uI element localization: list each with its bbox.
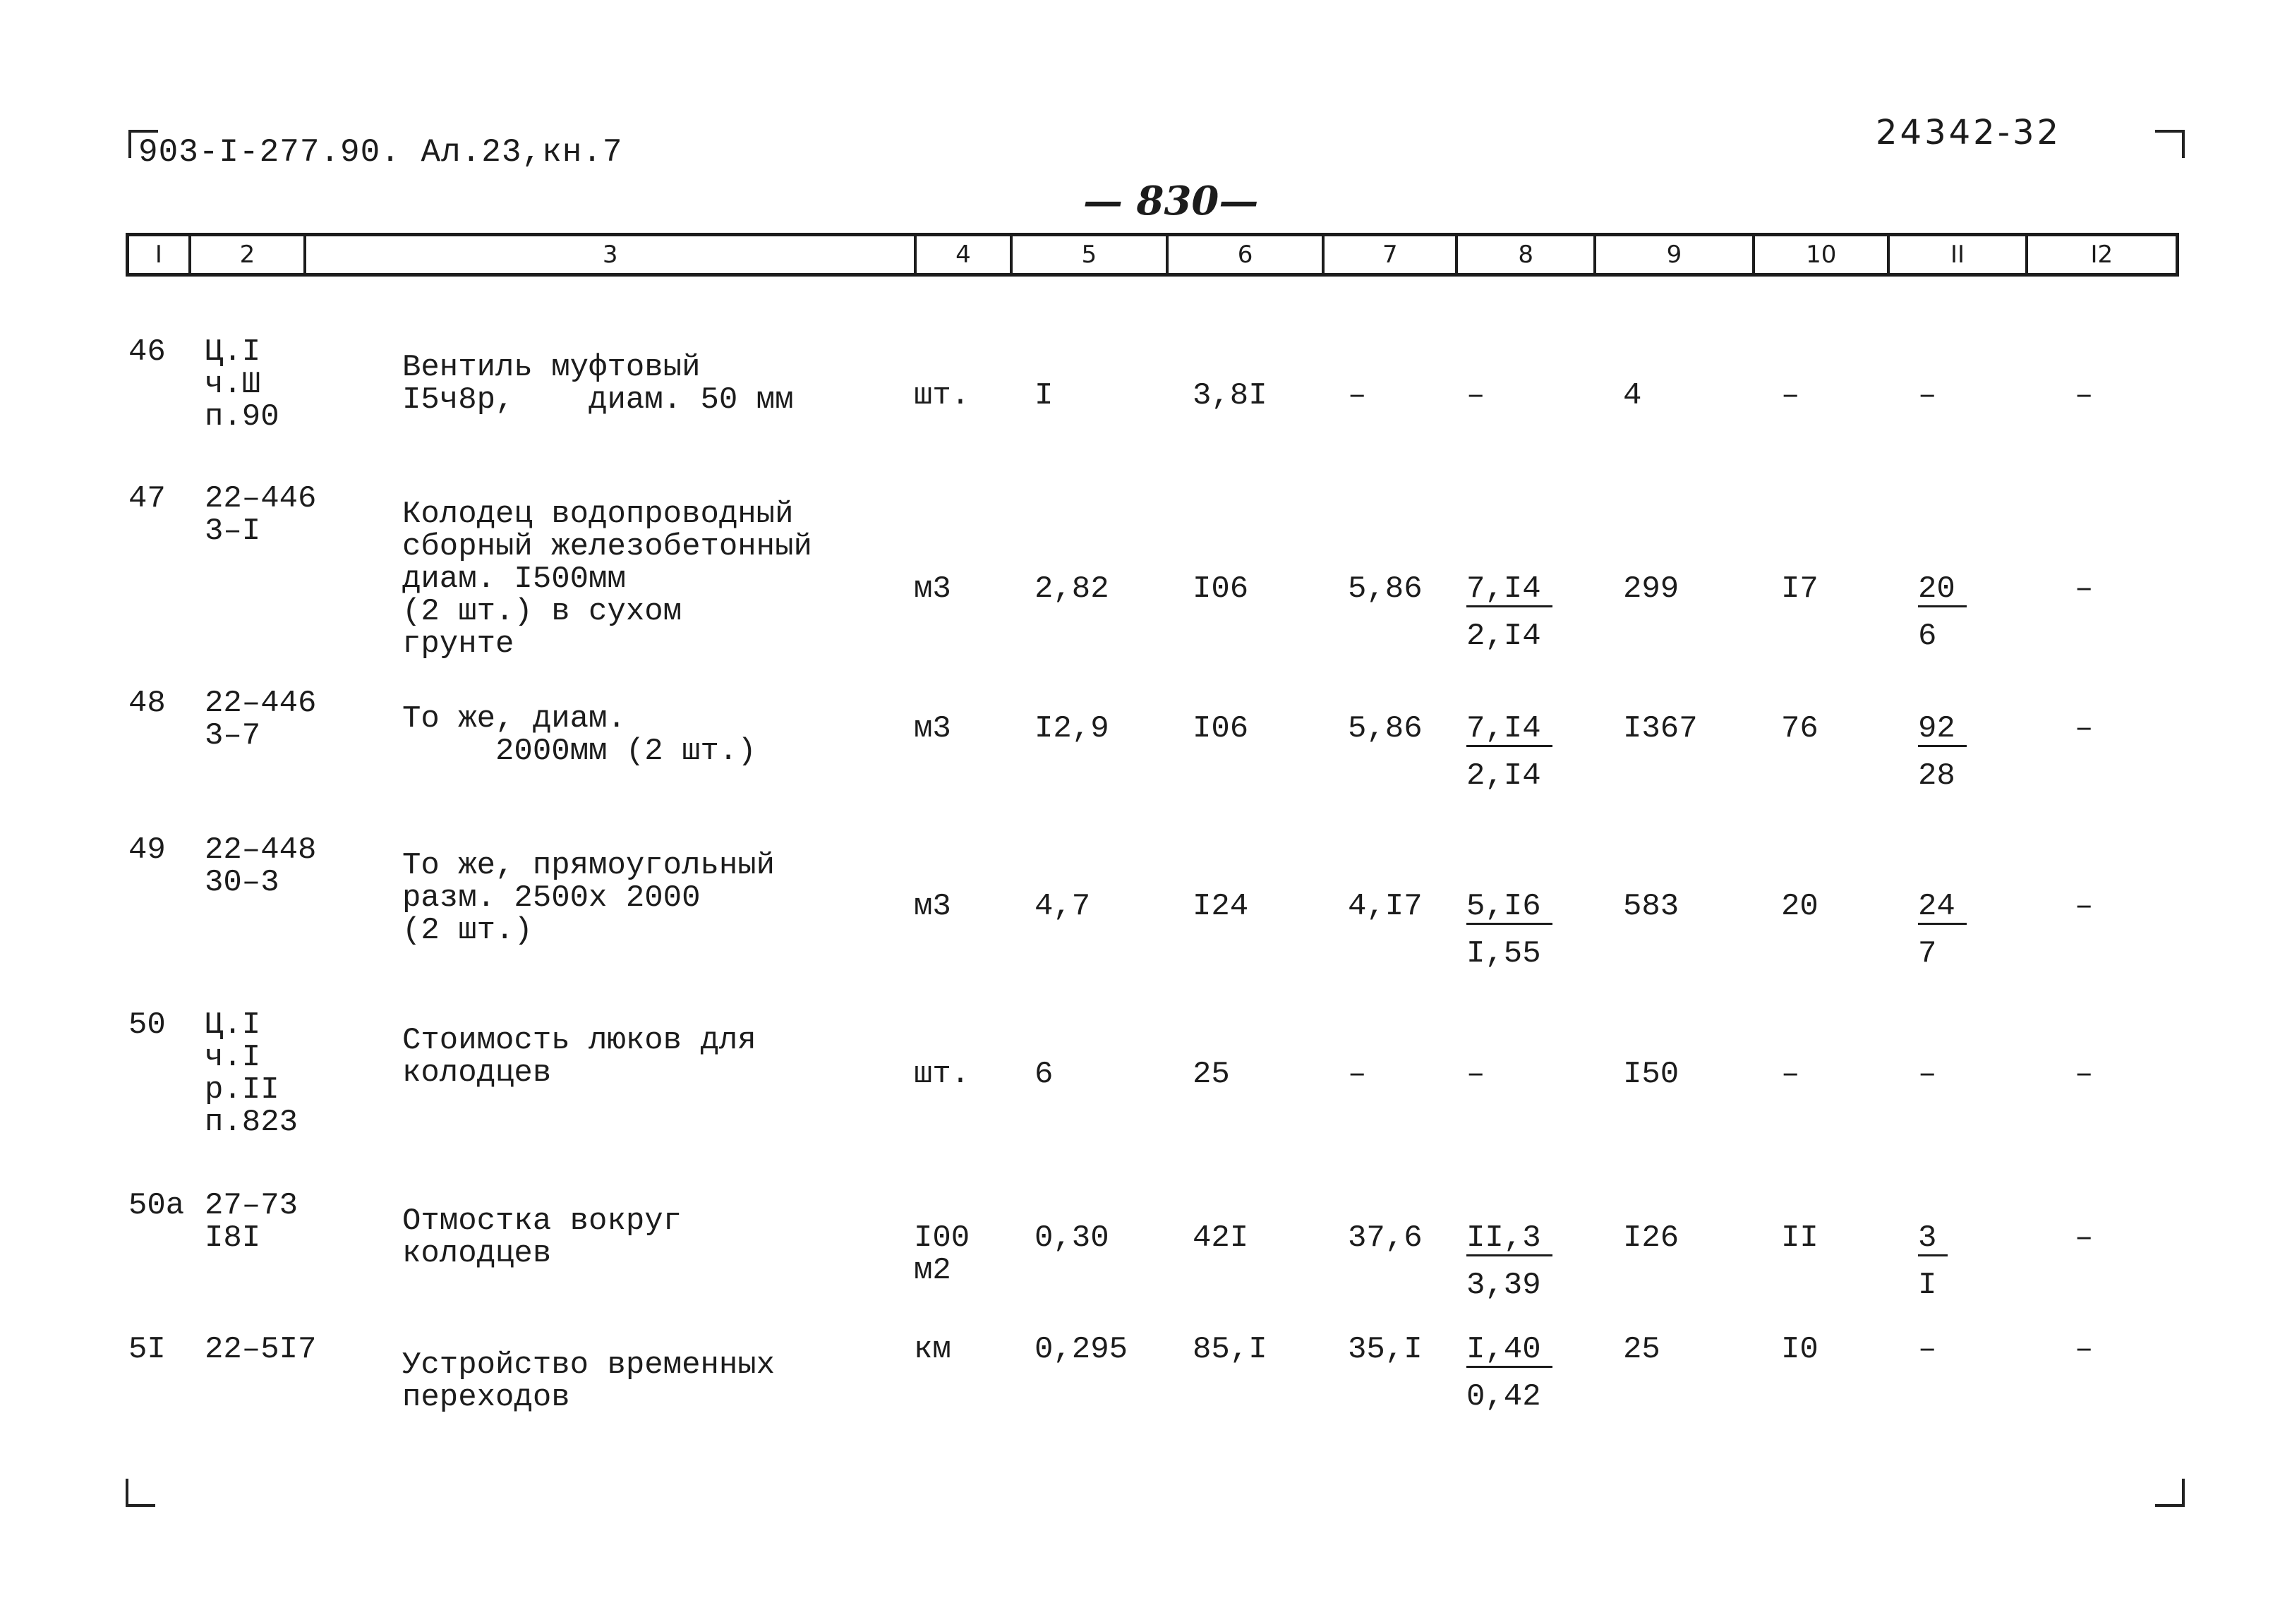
row-col11-bottom: I	[1918, 1268, 1937, 1303]
row-col11-top: –	[1918, 1332, 1937, 1367]
row-col7: 5,86	[1348, 571, 1423, 607]
row-col12: –	[2075, 889, 2094, 924]
row-unit: шт.	[914, 1057, 970, 1092]
column-header-9: 9	[1596, 236, 1755, 273]
row-description: Устройство временных переходов	[402, 1347, 776, 1415]
row-col11-top: –	[1918, 378, 1937, 413]
row-col10: I0	[1781, 1332, 1818, 1367]
row-col8	[1466, 380, 1485, 412]
row-col9: 4	[1623, 378, 1642, 413]
row-col10: –	[1781, 1057, 1800, 1092]
row-code: 27–73 I8I	[205, 1188, 298, 1256]
row-description: То же, диам. 2000мм (2 шт.)	[402, 701, 756, 769]
row-code: 22–446 3–7	[205, 686, 317, 753]
row-number: 5I	[128, 1332, 166, 1367]
corner-mark-bottom-left	[126, 1479, 155, 1507]
row-code: 22–448 30–3	[205, 832, 317, 900]
row-col11-top: 24	[1918, 890, 1967, 925]
row-col11	[1918, 380, 1936, 412]
row-col8	[1466, 890, 1552, 970]
column-header-11: II	[1890, 236, 2027, 273]
row-unit-price: I24	[1193, 889, 1249, 924]
row-col11-top: 20	[1918, 573, 1967, 607]
row-col12: –	[2075, 571, 2094, 607]
column-header-1: I	[129, 236, 191, 273]
row-unit: м3	[914, 889, 951, 924]
row-col11	[1918, 713, 1967, 792]
row-col11-top: –	[1918, 1057, 1937, 1092]
row-code: 22–446 3–I	[205, 481, 317, 549]
document-code: 903-I-277.90. Ал.23,кн.7	[138, 134, 623, 171]
row-col8-top: –	[1466, 1057, 1485, 1092]
row-col8-bottom: 2,I4	[1466, 619, 1541, 654]
row-col8-top: II,3	[1466, 1222, 1552, 1256]
row-unit: м3	[914, 711, 951, 746]
row-col11	[1918, 1058, 1936, 1091]
row-number: 46	[128, 334, 166, 370]
row-code: Ц.I ч.Ш п.90	[205, 334, 279, 435]
row-col12: –	[2075, 378, 2094, 413]
row-col11	[1918, 573, 1967, 653]
row-col8	[1466, 1333, 1552, 1413]
row-col8	[1466, 573, 1552, 653]
row-description: Отмостка вокруг колодцев	[402, 1204, 682, 1271]
row-quantity: 2,82	[1035, 571, 1109, 607]
row-col8-bottom: 3,39	[1466, 1268, 1541, 1303]
column-header-4: 4	[917, 236, 1013, 273]
row-number: 48	[128, 686, 166, 721]
row-col8-bottom: I,55	[1466, 936, 1541, 971]
column-header-5: 5	[1013, 236, 1169, 273]
row-code: Ц.I ч.I р.II п.823	[205, 1007, 298, 1140]
table-column-header-row	[126, 233, 2179, 277]
row-col8-top: 5,I6	[1466, 890, 1552, 925]
row-unit-price: I06	[1193, 571, 1249, 607]
row-col7: –	[1348, 1057, 1367, 1092]
row-col8-top: –	[1466, 378, 1485, 413]
row-quantity: 6	[1035, 1057, 1054, 1092]
row-unit: шт.	[914, 378, 970, 413]
row-code: 22–5I7	[205, 1332, 317, 1367]
column-header-6: 6	[1169, 236, 1325, 273]
row-col10: 76	[1781, 711, 1818, 746]
row-col11-top: 3	[1918, 1222, 1948, 1256]
row-unit-price: 3,8I	[1193, 378, 1267, 413]
corner-mark-bottom-right	[2155, 1479, 2185, 1507]
row-col12: –	[2075, 1057, 2094, 1092]
row-col11	[1918, 1222, 1948, 1302]
column-header-10: 10	[1755, 236, 1890, 273]
column-header-8: 8	[1458, 236, 1596, 273]
row-col8	[1466, 1058, 1485, 1091]
row-description: Стоимость люков для колодцев	[402, 1023, 756, 1091]
row-col11	[1918, 890, 1967, 970]
row-quantity: 0,30	[1035, 1220, 1109, 1256]
row-col12: –	[2075, 1332, 2094, 1367]
row-unit-price: I06	[1193, 711, 1249, 746]
row-col7: 5,86	[1348, 711, 1423, 746]
row-unit-price: 85,I	[1193, 1332, 1267, 1367]
row-unit-price: 25	[1193, 1057, 1230, 1092]
row-description: То же, прямоугольный разм. 2500х 2000 (2 шт.)	[402, 848, 776, 948]
row-unit: км	[914, 1332, 951, 1367]
row-col10: 20	[1781, 889, 1818, 924]
row-col10: II	[1781, 1220, 1818, 1256]
row-unit: I00 м2	[914, 1220, 970, 1288]
row-col8-top: 7,I4	[1466, 573, 1552, 607]
row-col8-bottom: 2,I4	[1466, 758, 1541, 794]
row-col9: 25	[1623, 1332, 1660, 1367]
row-col11	[1918, 1333, 1936, 1366]
row-number: 47	[128, 481, 166, 516]
row-quantity: I2,9	[1035, 711, 1109, 746]
column-header-3: 3	[306, 236, 917, 273]
row-quantity: 4,7	[1035, 889, 1091, 924]
column-header-2: 2	[191, 236, 306, 273]
row-col9: 583	[1623, 889, 1679, 924]
row-number: 50а	[128, 1188, 185, 1223]
corner-mark-top-right	[2155, 130, 2185, 158]
row-col8	[1466, 713, 1552, 792]
row-description: Колодец водопроводный сборный железобетонный диам. I500мм (2 шт.) в сухом грунте	[402, 497, 812, 662]
row-number: 50	[128, 1007, 166, 1043]
row-col7: 4,I7	[1348, 889, 1423, 924]
row-col8-top: I,40	[1466, 1333, 1552, 1368]
document-number: 24342-32	[1876, 113, 2062, 152]
row-col9: 299	[1623, 571, 1679, 607]
row-col9: I26	[1623, 1220, 1679, 1256]
row-unit-price: 42I	[1193, 1220, 1249, 1256]
row-col8-top: 7,I4	[1466, 713, 1552, 747]
row-unit: м3	[914, 571, 951, 607]
row-quantity: I	[1035, 378, 1054, 413]
row-col11-bottom: 28	[1918, 758, 1955, 794]
row-col8	[1466, 1222, 1552, 1302]
column-header-12: I2	[2090, 241, 2113, 269]
row-col9: I367	[1623, 711, 1698, 746]
row-col7: –	[1348, 378, 1367, 413]
row-col8-bottom: 0,42	[1466, 1379, 1541, 1414]
row-col12: –	[2075, 711, 2094, 746]
row-col11-bottom: 6	[1918, 619, 1937, 654]
row-col9: I50	[1623, 1057, 1679, 1092]
row-col12: –	[2075, 1220, 2094, 1256]
page-number: — 830—	[1083, 178, 1259, 224]
row-col7: 37,6	[1348, 1220, 1423, 1256]
row-quantity: 0,295	[1035, 1332, 1128, 1367]
column-header-7: 7	[1325, 236, 1458, 273]
row-col11-top: 92	[1918, 713, 1967, 747]
row-col7: 35,I	[1348, 1332, 1423, 1367]
row-col10: –	[1781, 378, 1800, 413]
row-col10: I7	[1781, 571, 1818, 607]
row-description: Вентиль муфтовый I5ч8р, диам. 50 мм	[402, 350, 794, 418]
row-col11-bottom: 7	[1918, 936, 1937, 971]
row-number: 49	[128, 832, 166, 868]
